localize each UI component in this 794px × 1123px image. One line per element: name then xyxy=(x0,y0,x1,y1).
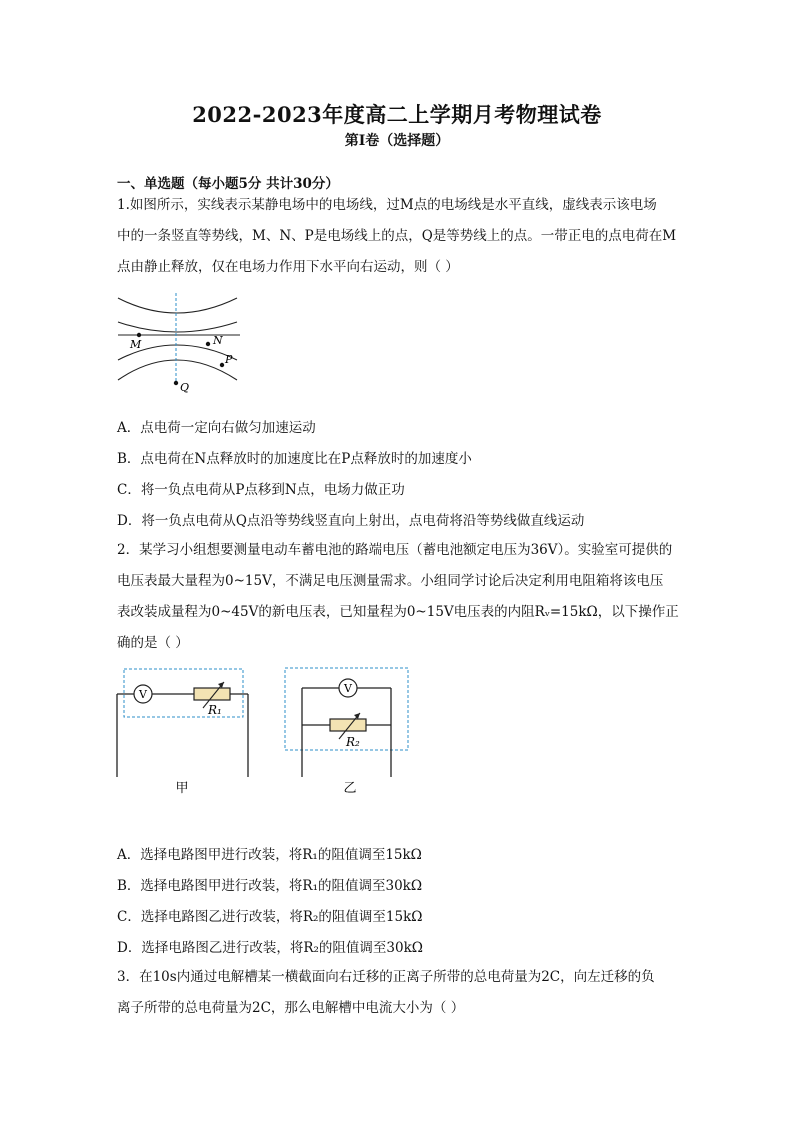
question-1-option-a: A．点电荷一定向右做匀加速运动 xyxy=(117,420,316,436)
resistor-r2 xyxy=(330,719,366,731)
point-n xyxy=(206,342,210,346)
point-m xyxy=(137,333,141,337)
section-heading: 一、单选题（每小题5分 共计30分） xyxy=(117,176,339,192)
question-2-line-2: 电压表最大量程为0~15V，不满足电压测量需求。小组同学讨论后决定利用电阻箱将该电压 xyxy=(117,573,664,589)
field-line-top xyxy=(118,298,237,313)
question-2-line-3: 表改装成量程为0~45V的新电压表，已知量程为0~15V电压表的内阻Rᵥ=15kΩ，以下操作正 xyxy=(117,604,679,620)
paper-title: 2022-2023年度高二上学期月考物理试卷 xyxy=(192,102,602,127)
question-1-line-1: 1.如图所示，实线表示某静电场中的电场线，过M点的电场线是水平直线，虚线表示该电场 xyxy=(117,197,657,213)
label-q: Q xyxy=(180,381,190,394)
label-yi: 乙 xyxy=(343,781,357,796)
question-1-option-d: D．将一负点电荷从Q点沿等势线竖直向上射出，点电荷将沿等势线做直线运动 xyxy=(117,513,585,529)
question-3-line-1: 3．在10s内通过电解槽某一横截面向右迁移的正离子所带的总电荷量为2C，向左迁移的负 xyxy=(117,969,655,985)
question-1-option-c: C．将一负点电荷从P点移到N点，电场力做正功 xyxy=(117,482,405,498)
question-1-line-2: 中的一条竖直等势线，M、N、P是电场线上的点，Q是等势线上的点。一带正电的点电荷在M xyxy=(117,228,677,244)
question-3-line-2: 离子所带的总电荷量为2C，那么电解槽中电流大小为（ ） xyxy=(117,1000,465,1016)
arrow-head-r2 xyxy=(354,713,360,719)
resistor-r1 xyxy=(194,688,230,700)
point-q xyxy=(174,381,178,385)
field-line-upper xyxy=(118,322,237,332)
question-2-line-4: 确的是（ ） xyxy=(117,635,189,651)
arrow-head-r1 xyxy=(218,682,224,688)
voltmeter-label: V xyxy=(344,682,352,695)
label-r2: R₂ xyxy=(346,735,360,749)
point-p xyxy=(220,363,224,367)
label-m: M xyxy=(130,338,142,351)
question-2-line-1: 2．某学习小组想要测量电动车蓄电池的路端电压（蓄电池额定电压为36V）。实验室可提供的 xyxy=(117,542,673,558)
voltmeter-label: V xyxy=(139,688,147,701)
question-2-option-d: D．选择电路图乙进行改装，将R₂的阻值调至30kΩ xyxy=(117,940,423,956)
label-r1: R₁ xyxy=(208,703,222,717)
circuit-yi-figure xyxy=(280,664,420,804)
label-n: N xyxy=(213,334,223,347)
field-line-bottom xyxy=(118,360,237,380)
circuit-jia-figure xyxy=(110,664,260,804)
label-jia: 甲 xyxy=(175,781,189,796)
question-2-option-a: A．选择电路图甲进行改装，将R₁的阻值调至15kΩ xyxy=(117,847,422,863)
question-1-line-3: 点由静止释放，仅在电场力作用下水平向右运动，则（ ） xyxy=(117,259,459,275)
question-2-option-b: B．选择电路图甲进行改装，将R₁的阻值调至30kΩ xyxy=(117,878,423,894)
electric-field-figure xyxy=(110,290,250,395)
question-1-option-b: B．点电荷在N点释放时的加速度比在P点释放时的加速度小 xyxy=(117,451,472,467)
paper-subtitle: 第I卷（选择题） xyxy=(344,133,450,149)
label-p: P xyxy=(225,353,233,366)
question-2-option-c: C．选择电路图乙进行改装，将R₂的阻值调至15kΩ xyxy=(117,909,423,925)
